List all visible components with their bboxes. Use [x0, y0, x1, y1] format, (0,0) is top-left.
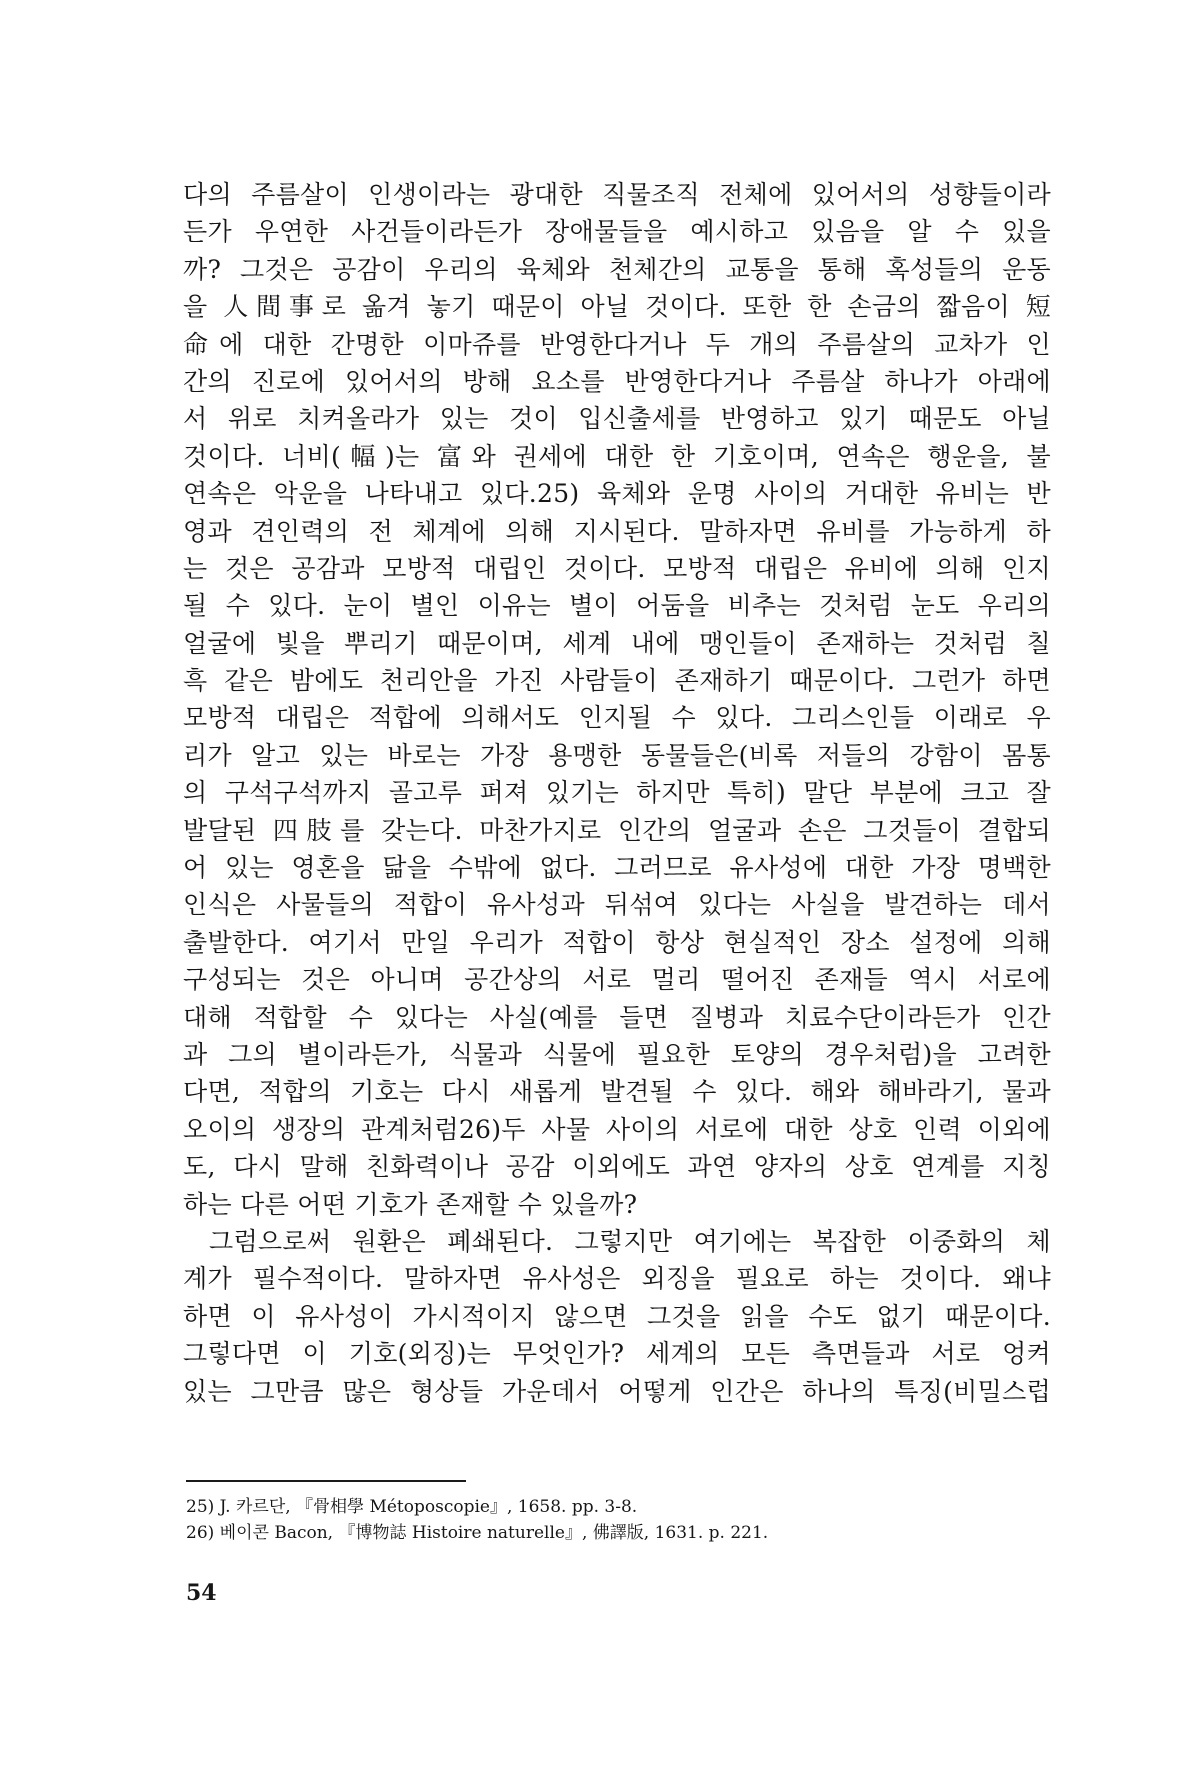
- text-line: 영과 견인력의 전 체계에 의해 지시된다. 말하자면 유비를 가능하게 하: [183, 516, 1051, 546]
- text-line: 출발한다. 여기서 만일 우리가 적합이 항상 현실적인 장소 설정에 의해: [183, 927, 1051, 957]
- text-line: 어 있는 영혼을 닮을 수밖에 없다. 그러므로 유사성에 대한 가장 명백한: [183, 853, 1051, 883]
- text-line: 의 구석구석까지 골고루 퍼져 있기는 하지만 특히) 말단 부분에 크고 잘: [183, 778, 1051, 808]
- text-line: 대해 적합할 수 있다는 사실(예를 들면 질병과 치료수단이라든가 인간: [183, 1002, 1051, 1032]
- text-line: 다의 주름살이 인생이라는 광대한 직물조직 전체에 있어서의 성향들이라: [183, 180, 1051, 209]
- text-line: 리가 알고 있는 바로는 가장 용맹한 동물들은(비록 저들의 강함이 몸통: [183, 740, 1051, 770]
- text-line: 구성되는 것은 아니며 공간상의 서로 멀리 떨어진 존재들 역시 서로에: [183, 965, 1051, 995]
- footnote-separator: [186, 1480, 466, 1482]
- text-line: 과 그의 별이라든가, 식물과 식물에 필요한 토양의 경우처럼)을 고려한: [183, 1039, 1051, 1069]
- text-line: 하는 다른 어떤 기호가 존재할 수 있을까?: [183, 1189, 638, 1219]
- text-line: 까? 그것은 공감이 우리의 육체와 천체간의 교통을 통해 혹성들의 운동: [183, 254, 1051, 284]
- text-line: 는 것은 공감과 모방적 대립인 것이다. 모방적 대립은 유비에 의해 인지: [183, 553, 1051, 583]
- text-line: 인식은 사물들의 적합이 유사성과 뒤섞여 있다는 사실을 발견하는 데서: [183, 890, 1051, 920]
- footnote-26: 26) 베이콘 Bacon, 『博物誌 Histoire naturelle』, 佛譯版, 1631. p. 221.: [186, 1523, 769, 1543]
- text-line: 될 수 있다. 눈이 별인 이유는 별이 어둠을 비추는 것처럼 눈도 우리의: [183, 591, 1051, 621]
- text-line: 하면 이 유사성이 가시적이지 않으면 그것을 읽을 수도 없기 때문이다.: [183, 1301, 1051, 1331]
- text-line: 흑 같은 밤에도 천리안을 가진 사람들이 존재하기 때문이다. 그런가 하면: [183, 666, 1051, 696]
- paragraph-first-line: 그럼으로써 원환은 폐쇄된다. 그렇지만 여기에는 복잡한 이중화의 체: [209, 1226, 1051, 1256]
- text-line: 서 위로 치켜올라가 있는 것이 입신출세를 반영하고 있기 때문도 아닐: [183, 404, 1051, 434]
- text-line: 을 人間事로 옮겨 놓기 때문이 아닐 것이다. 또한 한 손금의 짧음이 短: [183, 292, 1051, 322]
- text-line: 도, 다시 말해 친화력이나 공감 이외에도 과연 양자의 상호 연계를 지칭: [183, 1152, 1051, 1182]
- text-line: 모방적 대립은 적합에 의해서도 인지될 수 있다. 그리스인들 이래로 우: [183, 703, 1051, 733]
- text-line: 든가 우연한 사건들이라든가 장애물들을 예시하고 있음을 알 수 있을: [183, 217, 1051, 247]
- text-line: 다면, 적합의 기호는 다시 새롭게 발견될 수 있다. 해와 해바라기, 물과: [183, 1077, 1051, 1107]
- text-line: 간의 진로에 있어서의 방해 요소를 반영한다거나 주름살 하나가 아래에: [183, 366, 1051, 396]
- text-line: 있는 그만큼 많은 형상들 가운데서 어떻게 인간은 하나의 특징(비밀스럽: [183, 1376, 1051, 1406]
- text-line: 계가 필수적이다. 말하자면 유사성은 외징을 필요로 하는 것이다. 왜냐: [183, 1264, 1051, 1294]
- page-number: 54: [186, 1580, 217, 1606]
- text-line: 발달된 四肢를 갖는다. 마찬가지로 인간의 얼굴과 손은 그것들이 결합되: [183, 815, 1051, 845]
- body-text: [183, 176, 1051, 1410]
- text-line: 命에 대한 간명한 이마쥬를 반영한다거나 두 개의 주름살의 교차가 인: [183, 329, 1051, 359]
- text-line: 그렇다면 이 기호(외징)는 무엇인가? 세계의 모든 측면들과 서로 엉켜: [183, 1339, 1051, 1369]
- text-line: 얼굴에 빛을 뿌리기 때문이며, 세계 내에 맹인들이 존재하는 것처럼 칠: [183, 628, 1051, 658]
- footnote-25: 25) J. 카르단, 『骨相學 Métoposcopie』, 1658. pp. 3-8.: [186, 1497, 638, 1517]
- text-line: 오이의 생장의 관계처럼26)두 사물 사이의 서로에 대한 상호 인력 이외에: [183, 1114, 1051, 1144]
- footnotes: [186, 1494, 1046, 1546]
- text-line: 것이다. 너비(幅)는 富와 권세에 대한 한 기호이며, 연속은 행운을, 불: [183, 441, 1051, 471]
- text-line: 연속은 악운을 나타내고 있다.25) 육체와 운명 사이의 거대한 유비는 반: [183, 479, 1051, 509]
